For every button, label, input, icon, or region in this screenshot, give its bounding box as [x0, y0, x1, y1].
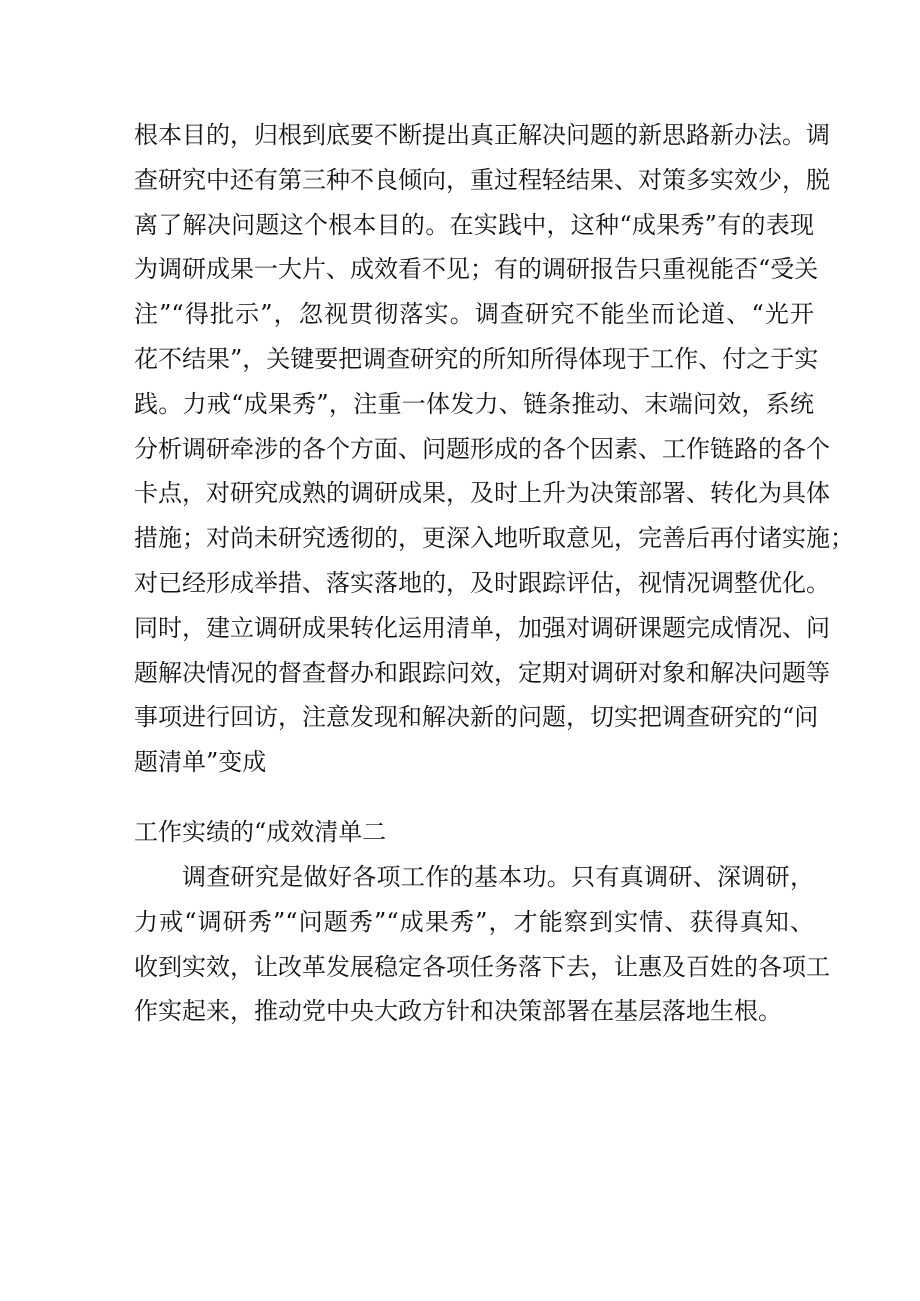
text-line: 离了解决问题这个根本目的。在实践中，这种“成果秀”有的表现 — [134, 210, 814, 239]
text-line: 工作实绩的“成效清单二 — [134, 818, 387, 846]
body-paragraph-1 — [134, 113, 854, 785]
text-line: 践。力戒“成果秀”，注重一体发力、链条推动、末端问效，系统 — [134, 389, 814, 418]
text-line: 题清单”变成 — [134, 748, 267, 777]
text-line: 花不结果”，关键要把调查研究的所知所得体现于工作、付之于实 — [134, 344, 819, 373]
text-line: 作实起来，推动党中央大政方针和决策部署在基层落地生根。 — [134, 997, 782, 1026]
text-line: 措施；对尚未研究透彻的，更深入地听取意见，完善后再付诸实施； — [134, 524, 854, 553]
text-line: 题解决情况的督查督办和跟踪问效，定期对调研对象和解决问题等 — [134, 658, 830, 687]
text-line: 为调研成果一大片、成效看不见；有的调研报告只重视能否“受关 — [134, 255, 819, 284]
text-line: 调查研究是做好各项工作的基本功。只有真调研、深调研， — [182, 863, 814, 891]
text-line: 同时，建立调研成果转化运用清单，加强对调研课题完成情况、问 — [134, 613, 830, 642]
text-line: 对已经形成举措、落实落地的，及时跟踪评估，视情况调整优化。 — [134, 568, 830, 597]
text-line: 力戒“调研秀”“问题秀”“成果秀”，才能察到实情、获得真知、 — [134, 907, 814, 936]
text-line: 收到实效，让改革发展稳定各项任务落下去，让惠及百姓的各项工 — [134, 952, 830, 981]
text-line: 卡点，对研究成熟的调研成果，及时上升为决策部署、转化为具体 — [134, 479, 830, 508]
text-line: 事项进行回访，注意发现和解决新的问题，切实把调查研究的“问 — [134, 703, 819, 732]
body-paragraph-3 — [134, 855, 830, 1034]
text-line: 根本目的，归根到底要不断提出真正解决问题的新思路新办法。调 — [134, 121, 830, 149]
body-paragraph-2 — [134, 810, 814, 855]
text-line: 分析调研牵涉的各个方面、问题形成的各个因素、工作链路的各个 — [134, 434, 830, 463]
text-line: 注”“得批示”，忽视贯彻落实。调查研究不能坐而论道、“光开 — [134, 300, 814, 329]
text-line: 查研究中还有第三种不良倾向，重过程轻结果、对策多实效少，脱 — [134, 165, 830, 194]
